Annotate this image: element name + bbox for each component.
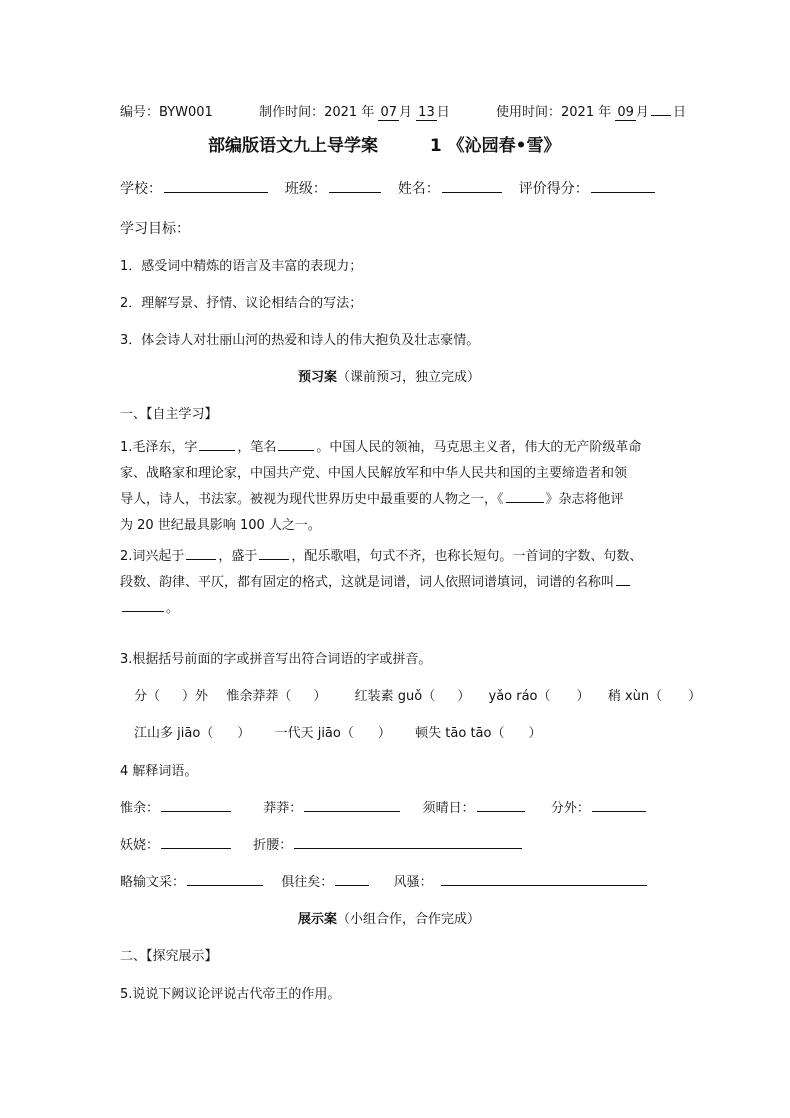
objective-item-3: 3．体会诗人对壮丽山河的热爱和诗人的伟大抱负及壮志豪情。 bbox=[120, 333, 480, 348]
term-juwangyi-blank[interactable] bbox=[335, 884, 369, 886]
month-unit: 月 bbox=[399, 105, 413, 120]
q3-item-jiao2-close: ） bbox=[377, 726, 391, 741]
use-day-unit: 日 bbox=[672, 105, 686, 120]
q1-line-4: 为 20 世纪最具影响 100 人之一。 bbox=[120, 518, 321, 533]
objective-item-1: 1．感受词中精炼的语言及丰富的表现力； bbox=[120, 259, 363, 274]
display-title bbox=[298, 908, 480, 927]
title-lesson: 1 《沁园春•雪》 bbox=[429, 136, 561, 156]
q3-item-taotao-close: ） bbox=[528, 726, 542, 741]
objectives-heading: 学习目标： bbox=[120, 221, 190, 237]
page-title bbox=[208, 131, 560, 156]
q2-part-b: ，盛于 bbox=[218, 549, 258, 564]
school-label: 学校： bbox=[120, 181, 162, 197]
term-fengsao: 风骚： bbox=[393, 875, 433, 890]
display-title-rest: （小组合作，合作完成） bbox=[337, 912, 481, 927]
q2-line-3-end: 。 bbox=[166, 601, 180, 616]
q1-blank-biming[interactable] bbox=[278, 449, 314, 451]
preview-title bbox=[298, 366, 480, 385]
title-main: 部编版语文九上导学案 bbox=[208, 136, 378, 156]
q3-item-jiao2: 一代天 jiāo（ bbox=[274, 726, 354, 741]
q3-row-1 bbox=[134, 685, 701, 704]
q3-item-xun-close: ） bbox=[688, 689, 702, 704]
q3-item-yaorao: yǎo ráo（ bbox=[488, 689, 551, 704]
made-time-prefix: 制作时间：2021 年 bbox=[259, 105, 375, 120]
q2-blank-origin[interactable] bbox=[186, 558, 216, 560]
preview-title-bold: 预习案 bbox=[298, 370, 338, 385]
use-month-unit: 月 bbox=[635, 105, 649, 120]
question-2 bbox=[120, 544, 672, 622]
term-mangmang-blank[interactable] bbox=[304, 810, 400, 812]
term-zheyao-blank[interactable] bbox=[294, 847, 522, 849]
class-field[interactable] bbox=[329, 191, 381, 193]
use-day-blank[interactable] bbox=[651, 114, 671, 116]
q4-heading: 4 解释词语。 bbox=[120, 764, 198, 779]
term-yaorao-blank[interactable] bbox=[161, 847, 231, 849]
term-lueshu: 略输文采： bbox=[120, 875, 186, 890]
use-time-prefix: 使用时间：2021 年 bbox=[496, 105, 612, 120]
q3-item-fen: 分（ bbox=[134, 689, 161, 704]
q3-item-guo: 红装素 guǒ（ bbox=[354, 689, 436, 704]
class-label: 班级： bbox=[284, 181, 327, 197]
score-field[interactable] bbox=[591, 191, 655, 193]
term-weiyu: 惟余： bbox=[120, 801, 160, 816]
term-xuqingri-blank[interactable] bbox=[477, 810, 525, 812]
q3-item-jiao1-close: ） bbox=[237, 726, 251, 741]
day-unit: 日 bbox=[436, 105, 450, 120]
q2-blank-name-start[interactable] bbox=[616, 584, 630, 586]
term-weiyu-blank[interactable] bbox=[161, 810, 231, 812]
use-month: 09 bbox=[617, 105, 634, 120]
objective-item-2: 2．理解写景、抒情、议论相结合的写法； bbox=[120, 296, 363, 311]
q3-row-2 bbox=[134, 722, 541, 741]
q3-item-guo-close: ） bbox=[457, 689, 471, 704]
question-1 bbox=[120, 435, 672, 539]
term-zheyao: 折腰： bbox=[253, 838, 293, 853]
made-day: 13 bbox=[418, 105, 435, 120]
q3-item-xun: 稍 xùn（ bbox=[607, 689, 663, 704]
q2-part-a: 2.词兴起于 bbox=[120, 549, 185, 564]
school-field[interactable] bbox=[164, 191, 268, 193]
made-month: 07 bbox=[380, 105, 398, 120]
header-line bbox=[120, 101, 686, 121]
q1-part-c: 。中国人民的领袖，马克思主义者，伟大的无产阶级革命 bbox=[316, 440, 642, 455]
q1-part-a: 1.毛泽东，字 bbox=[120, 440, 198, 455]
term-mangmang: 莽莽： bbox=[263, 801, 303, 816]
q1-blank-magazine[interactable] bbox=[506, 501, 544, 503]
term-fenwai-blank[interactable] bbox=[592, 810, 646, 812]
q1-line-3a: 导人，诗人，书法家。被视为现代世界历史中最重要的人物之一，《 bbox=[120, 492, 504, 507]
q4-row-1 bbox=[120, 797, 648, 816]
q3-item-mangmang-close: ） bbox=[313, 689, 327, 704]
term-yaorao: 妖娆： bbox=[120, 838, 160, 853]
q4-row-2 bbox=[120, 834, 524, 853]
term-fenwai: 分外： bbox=[550, 801, 590, 816]
name-field[interactable] bbox=[442, 191, 502, 193]
q3-item-fen-close: ）外 bbox=[182, 689, 209, 704]
q2-blank-peak[interactable] bbox=[259, 558, 289, 560]
q4-row-3 bbox=[120, 871, 649, 890]
display-title-bold: 展示案 bbox=[298, 912, 338, 927]
q3-item-mangmang: 惟余莽莽（ bbox=[226, 689, 292, 704]
section-two-heading: 二、【探究展示】 bbox=[120, 949, 218, 964]
section-one-heading: 一、【自主学习】 bbox=[120, 407, 218, 422]
q2-blank-name-end[interactable] bbox=[122, 610, 164, 612]
q3-item-jiao1: 江山多 jiāo（ bbox=[134, 726, 214, 741]
term-juwangyi: 俱往矣： bbox=[281, 875, 334, 890]
name-label: 姓名： bbox=[397, 181, 440, 197]
preview-title-rest: （课前预习，独立完成） bbox=[337, 370, 481, 385]
q3-item-taotao: 顿失 tāo tāo（ bbox=[415, 726, 505, 741]
term-fengsao-blank[interactable] bbox=[441, 884, 647, 886]
term-xuqingri: 须晴日： bbox=[422, 801, 475, 816]
q2-part-c: ，配乐歌唱，句式不齐，也称长短句。一首词的字数、句数、 bbox=[291, 549, 643, 564]
q1-part-b: ，笔名 bbox=[237, 440, 277, 455]
info-fields bbox=[120, 178, 657, 198]
q1-line-3b: 》杂志将他评 bbox=[545, 492, 624, 507]
q3-heading: 3.根据括号前面的字或拼音写出符合词语的字或拼音。 bbox=[120, 652, 432, 667]
q1-line-2: 家、战略家和理论家，中国共产党、中国人民解放军和中华人民共和国的主要缔造者和领 bbox=[120, 466, 628, 481]
q2-line-2: 段数、韵律、平仄，都有固定的格式，这就是词谱，词人依照词谱填词，词谱的名称叫 bbox=[120, 575, 615, 590]
score-label: 评价得分： bbox=[518, 181, 589, 197]
doc-code: 编号：BYW001 bbox=[120, 105, 213, 120]
q3-item-yaorao-close: ） bbox=[576, 689, 590, 704]
question-5: 5.说说下阙议论评说古代帝王的作用。 bbox=[120, 987, 341, 1002]
term-lueshu-blank[interactable] bbox=[187, 884, 263, 886]
q1-blank-zi[interactable] bbox=[199, 449, 235, 451]
